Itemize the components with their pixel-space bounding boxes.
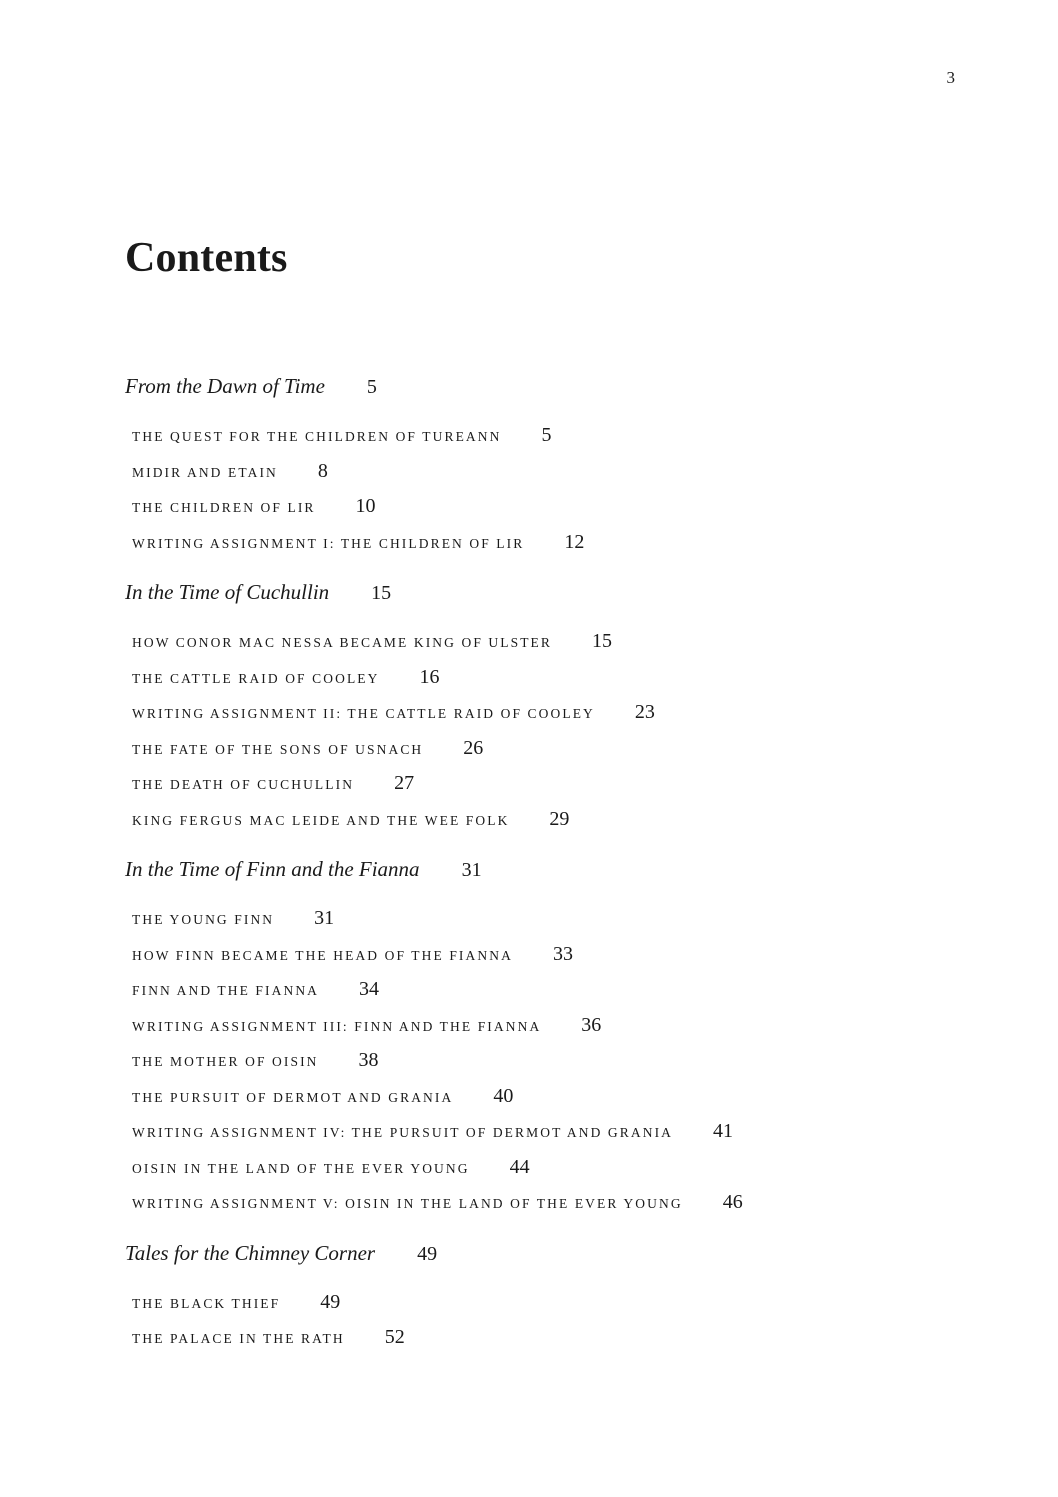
toc-entry-title: FINN AND THE FIANNA [132,983,320,998]
toc-entry-page: 44 [509,1155,530,1178]
toc-entry-page: 36 [581,1013,602,1036]
toc-part-title: In the Time of Finn and the Fianna [125,857,420,881]
toc-entry[interactable] [125,531,945,567]
toc-entry-title: WRITING ASSIGNMENT II: THE CATTLE RAID OF COOLEY [132,706,595,721]
toc-entry[interactable] [125,1156,945,1192]
toc-entry-title: WRITING ASSIGNMENT III: FINN AND THE FIANNA [132,1018,542,1034]
toc-entry-page: 33 [552,942,573,965]
toc-entry[interactable] [125,1291,945,1327]
toc-entry-title: OISIN IN THE LAND OF THE EVER YOUNG [132,1160,470,1176]
toc-entry-page: 34 [359,978,380,1000]
toc-entry[interactable] [125,1326,945,1362]
toc-entry-title: THE CATTLE RAID OF COOLEY [132,670,380,686]
toc-entry-title: THE CHILDREN OF LIR [132,500,316,515]
toc-entry-title: MIDIR AND ETAIN [132,464,278,480]
toc-part-page: 49 [417,1242,438,1265]
toc-part[interactable] [125,580,945,614]
toc-part-page: 15 [371,582,392,604]
toc-entry[interactable] [125,943,945,979]
page-title: Contents [125,235,288,281]
toc-entry-page: 15 [592,630,613,652]
toc-entry-page: 23 [634,701,655,723]
toc-entry-page: 49 [320,1290,341,1313]
toc-entry-page: 26 [463,736,484,759]
toc-entry-page: 5 [541,424,552,446]
toc-entry-title: THE PALACE IN THE RATH [132,1331,345,1346]
toc-entry-page: 38 [358,1049,379,1071]
toc-entry-page: 12 [564,530,585,553]
toc-entry-title: THE PURSUIT OF DERMOT AND GRANIA [132,1089,454,1105]
toc-entry[interactable] [125,701,945,737]
page-number: 3 [946,68,955,87]
toc-entry-title: THE FATE OF THE SONS OF USNACH [132,741,424,757]
toc-entry-title: THE QUEST FOR THE CHILDREN OF TUREANN [132,429,502,444]
toc-entry-title: THE DEATH OF CUCHULLIN [132,777,355,792]
toc-entry[interactable] [125,666,945,702]
toc-part[interactable] [125,1241,945,1275]
toc-entry-page: 31 [314,907,335,929]
toc-entry[interactable] [125,495,945,531]
toc-part[interactable] [125,374,945,408]
toc-entry[interactable] [125,1085,945,1121]
toc-part[interactable] [125,857,945,891]
toc-entry-title: THE MOTHER OF OISIN [132,1054,319,1069]
toc-entry[interactable] [125,1191,945,1227]
toc-entry-title: KING FERGUS MAC LEIDE AND THE WEE FOLK [132,812,510,828]
toc-entry[interactable] [125,907,945,943]
toc-entry-page: 41 [713,1120,734,1142]
toc-part-title: From the Dawn of Time [125,374,325,398]
toc-part-title: Tales for the Chimney Corner [125,1240,376,1265]
toc-part-page: 31 [461,859,482,881]
toc-entry[interactable] [125,1014,945,1050]
toc-entry-page: 29 [549,807,570,830]
toc-entry[interactable] [125,460,945,496]
table-of-contents [125,374,945,1362]
toc-entry[interactable] [125,737,945,773]
toc-entry-title: THE YOUNG FINN [132,912,275,927]
toc-entry[interactable] [125,1049,945,1085]
toc-entry-page: 10 [355,495,376,517]
toc-entry-title: WRITING ASSIGNMENT V: OISIN IN THE LAND OF THE EVER YOUNG [132,1196,683,1211]
toc-entry[interactable] [125,1120,945,1156]
toc-entry-title: WRITING ASSIGNMENT IV: THE PURSUIT OF DERMOT AND GRANIA [132,1125,674,1140]
toc-entry-page: 27 [394,772,415,794]
toc-entry-title: THE BLACK THIEF [132,1295,281,1311]
toc-part-title: In the Time of Cuchullin [125,580,330,604]
toc-entry-page: 52 [384,1326,405,1348]
toc-entry[interactable] [125,808,945,844]
toc-entry-page: 16 [419,665,440,688]
toc-entry[interactable] [125,424,945,460]
toc-entry-title: WRITING ASSIGNMENT I: THE CHILDREN OF LIR [132,535,525,551]
toc-entry-page: 8 [317,459,328,482]
toc-entry[interactable] [125,630,945,666]
toc-part-page: 5 [366,376,377,398]
toc-entry[interactable] [125,978,945,1014]
toc-entry-page: 46 [722,1191,743,1213]
toc-entry[interactable] [125,772,945,808]
toc-entry-title: HOW FINN BECAME THE HEAD OF THE FIANNA [132,947,513,963]
toc-entry-title: HOW CONOR MAC NESSA BECAME KING OF ULSTER [132,635,553,650]
toc-entry-page: 40 [493,1084,514,1107]
